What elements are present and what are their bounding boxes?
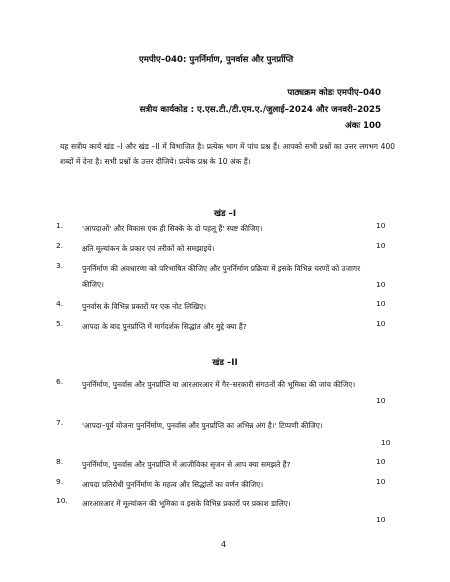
question-number: 1.	[56, 221, 64, 230]
question-marks: 10	[376, 457, 386, 466]
assignment-code: सत्रीय कार्यकोड : ए.एस.टी./टी.एम.ए./जुलाई–2024 और जनवरी–2025	[139, 105, 381, 115]
question-number: 7.	[56, 418, 64, 427]
question-marks: 10	[376, 319, 386, 328]
course-code: पाठ्यक्रम कोडः एमपीए–040	[287, 88, 381, 98]
question-text: 'आपदा–पूर्व योजना पुनर्निर्माण, पुनर्वास और पुनर्प्राप्ति का अभिन्न अंग है।' टिप्पणी कीजिए।	[82, 421, 323, 430]
question-marks: 10	[376, 477, 386, 486]
question-number: 4.	[56, 299, 64, 308]
question-number: 10.	[56, 496, 68, 505]
question-number: 5.	[56, 319, 64, 328]
question-number: 9.	[56, 477, 64, 486]
question-marks: 10	[376, 396, 386, 405]
question-text: पुनर्वास के विभिन्न प्रकारों पर एक नोट लिखिए।	[82, 302, 207, 311]
question-marks: 10	[381, 438, 391, 447]
question-text: पुनर्निर्माण, पुनर्वास और पुनर्प्राप्ति या आरआरआर में गैर–सरकारी संगठनों की भूमिका की जांच कीजिए।	[82, 380, 356, 389]
question-text: आरआरआर में मूल्यांकन की भूमिका व इसके विभिन्न प्रकारों पर प्रकाश डालिए।	[82, 499, 291, 508]
question-marks: 10	[376, 280, 386, 289]
document-title: एमपीए–040: पुनर्निर्माण, पुनर्वास और पुनर्प्राप्ति	[139, 55, 294, 65]
question-text: आपदा प्रतिरोधी पुनर्निर्माण के महत्व और सिद्धांतों का वर्णन कीजिए।	[82, 480, 264, 489]
page-number: 4	[221, 540, 227, 549]
section-heading-1: खंड –I	[213, 209, 237, 219]
question-text: पुनर्निर्माण, पुनर्वास और पुनर्प्राप्ति में आजीविका सृजन से आप क्या समझते हैं?	[82, 460, 291, 469]
instructions-paragraph: यह सत्रीय कार्य खंड –I और खंड –II में विभाजित है। प्रत्येक भाग में पांच प्रश्न हैं। आपको सभी प्रश्नों का उत्तर लगभग 400 शब्दों में देना है। सभी प्रश्नों के उत्तर दीजिये। प्रत्येक प्रश्न के 10 अंक हैं।	[60, 142, 395, 166]
question-marks: 10	[376, 515, 386, 524]
question-number: 8.	[56, 457, 64, 466]
question-number: 6.	[56, 377, 64, 386]
question-marks: 10	[376, 299, 386, 308]
section-heading-2: खंड –II	[212, 358, 238, 368]
question-text: 'आपदाओं' और विकास एक ही सिक्के के दो पहलू हैं' स्पष्ट कीजिए।	[82, 224, 263, 233]
question-number: 3.	[56, 261, 64, 270]
total-marks: अंकः 100	[345, 121, 381, 131]
question-text: पुनर्निर्माण की अवधारणा को परिभाषित कीजिए और पुनर्निर्माण प्रक्रिया में इसके विभिन्न चरणों को उजागर कीजिए।	[82, 264, 361, 289]
question-text: आपदा के बाद पुनर्प्राप्ति में मार्गदर्शक सिद्धांत और मुद्दे क्या हैं?	[82, 322, 247, 331]
question-number: 2.	[56, 241, 64, 250]
question-marks: 10	[376, 221, 386, 230]
question-marks: 10	[376, 241, 386, 250]
question-text: क्षति मूल्यांकन के प्रकार एवं तरीकों को समझाइये।	[82, 244, 215, 253]
